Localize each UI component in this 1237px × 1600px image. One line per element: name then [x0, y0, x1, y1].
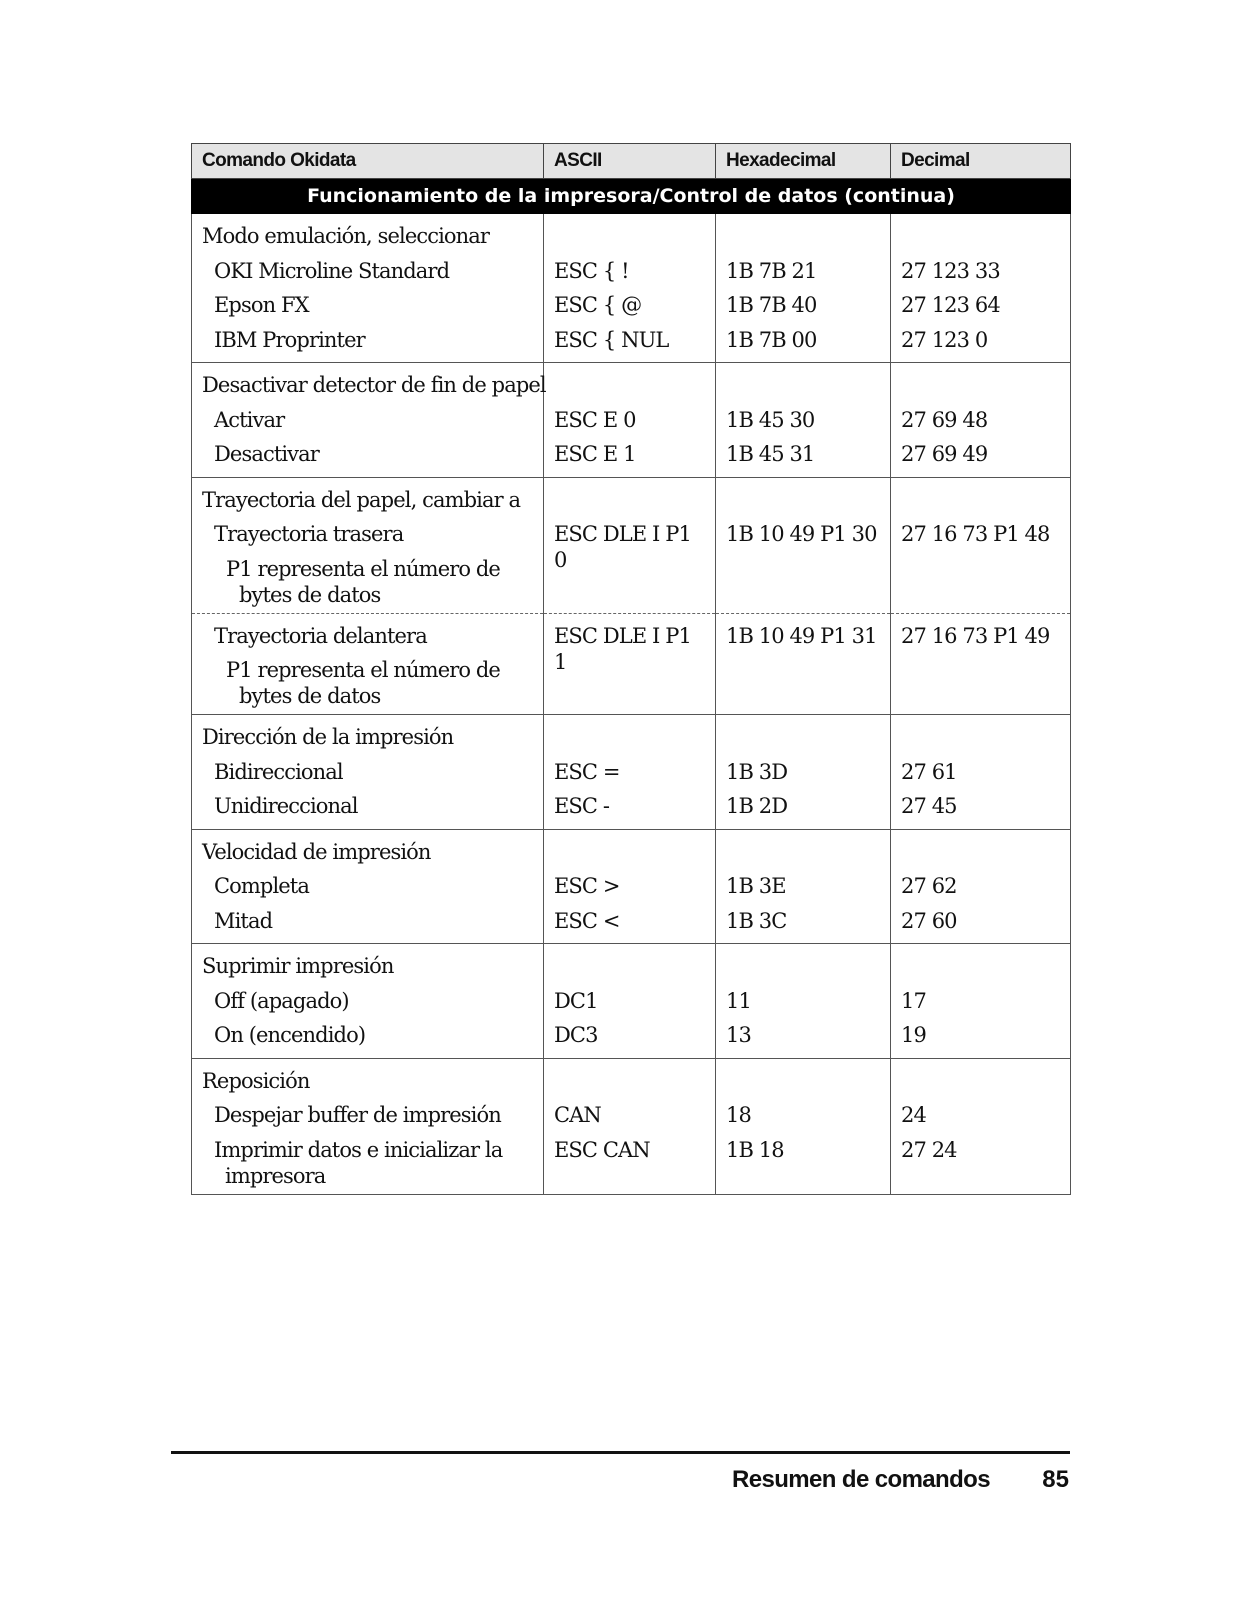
- page-number: 85: [1042, 1466, 1069, 1493]
- decimal-value: 27 61: [901, 759, 957, 784]
- decimal-value: 27 16 73 P1 49: [901, 623, 1050, 648]
- ascii-cell: [544, 613, 716, 715]
- command-cell: [192, 1058, 544, 1194]
- command-label: Trayectoria trasera: [214, 522, 404, 546]
- group-paper-out-sensor: [192, 363, 1071, 478]
- command-cell: [192, 214, 544, 363]
- note-line: bytes de datos: [239, 582, 381, 607]
- ascii-value: ESC { !: [554, 258, 629, 283]
- decimal-value: 27 123 33: [901, 258, 1000, 283]
- ascii-cell: [544, 1058, 716, 1194]
- note-line: P1 representa el número de: [226, 658, 500, 682]
- hex-value: 1B 7B 00: [726, 327, 817, 352]
- ascii-value: ESC DLE I P1 0: [554, 522, 691, 572]
- note-line: P1 representa el número de: [226, 556, 500, 581]
- ascii-cell: [544, 363, 716, 478]
- ascii-value: ESC { NUL: [554, 327, 669, 352]
- command-cell: [192, 477, 544, 613]
- group-reset: [192, 1058, 1071, 1194]
- command-label: Epson FX: [214, 293, 309, 317]
- hex-value: 11: [726, 988, 751, 1013]
- decimal-value: 19: [901, 1023, 926, 1047]
- hex-value: 1B 10 49 P1 30: [726, 522, 877, 546]
- hex-value: 1B 18: [726, 1137, 784, 1162]
- decimal-cell: [891, 363, 1071, 478]
- group-title: Modo emulación, seleccionar: [202, 224, 490, 248]
- decimal-value: 27 123 0: [901, 327, 988, 352]
- ascii-value: ESC { @: [554, 293, 642, 317]
- decimal-value: 27 123 64: [901, 293, 1000, 317]
- label-line: Imprimir datos e inicializar la: [214, 1137, 503, 1162]
- command-label: Trayectoria delantera: [214, 623, 427, 648]
- command-label: Completa: [214, 874, 309, 898]
- hex-value: 13: [726, 1023, 751, 1047]
- ascii-cell: [544, 477, 716, 613]
- group-title: Dirección de la impresión: [202, 725, 454, 749]
- decimal-cell: [891, 829, 1071, 944]
- command-cell: [192, 715, 544, 830]
- hex-value: 1B 2D: [726, 794, 788, 818]
- header-ascii: ASCII: [544, 144, 716, 179]
- header-decimal: Decimal: [891, 144, 1071, 179]
- group-title: Trayectoria del papel, cambiar a: [202, 487, 521, 512]
- decimal-value: 27 24: [901, 1137, 957, 1162]
- group-print-speed: [192, 829, 1071, 944]
- hex-value: 1B 7B 40: [726, 293, 817, 317]
- ascii-cell: [544, 715, 716, 830]
- decimal-cell: [891, 477, 1071, 613]
- decimal-cell: [891, 944, 1071, 1059]
- decimal-value: 27 16 73 P1 48: [901, 522, 1050, 546]
- hex-value: 1B 3C: [726, 908, 787, 933]
- footer-divider: [171, 1451, 1070, 1454]
- command-cell: [192, 944, 544, 1059]
- command-cell: [192, 613, 544, 715]
- decimal-value: 27 69 49: [901, 442, 988, 466]
- group-paper-path-rear: [192, 477, 1071, 613]
- hex-cell: [716, 944, 891, 1059]
- label-line: impresora: [225, 1163, 326, 1188]
- command-table: [191, 143, 1071, 1195]
- decimal-cell: [891, 715, 1071, 830]
- ascii-value: ESC E 0: [554, 407, 636, 432]
- group-title: Suprimir impresión: [202, 954, 394, 978]
- decimal-value: 24: [901, 1103, 926, 1127]
- footer-section-title: Resumen de comandos: [731, 1466, 990, 1493]
- hex-cell: [716, 363, 891, 478]
- group-title: Velocidad de impresión: [202, 839, 431, 864]
- hex-cell: [716, 829, 891, 944]
- command-label: OKI Microline Standard: [214, 258, 450, 283]
- group-paper-path-front: [192, 613, 1071, 715]
- ascii-cell: [544, 829, 716, 944]
- ascii-value: ESC =: [554, 759, 620, 784]
- hex-value: 1B 3E: [726, 874, 786, 898]
- hex-value: 1B 3D: [726, 759, 788, 784]
- decimal-cell: [891, 1058, 1071, 1194]
- command-label: [202, 1137, 533, 1189]
- section-band-row: [192, 179, 1071, 214]
- header-hexadecimal: Hexadecimal: [716, 144, 891, 179]
- command-label: Unidireccional: [214, 794, 358, 818]
- hex-value: 18: [726, 1103, 751, 1127]
- decimal-value: 27 45: [901, 794, 957, 818]
- group-title: Reposición: [202, 1068, 310, 1093]
- decimal-value: 17: [901, 988, 926, 1013]
- command-label: Off (apagado): [214, 988, 349, 1013]
- command-label: Bidireccional: [214, 759, 343, 784]
- header-row: [192, 144, 1071, 179]
- ascii-value: DC1: [554, 988, 598, 1013]
- group-print-direction: [192, 715, 1071, 830]
- section-title: Funcionamiento de la impresora/Control de datos (continua): [192, 179, 1071, 214]
- ascii-value: ESC CAN: [554, 1137, 650, 1162]
- hex-value: 1B 10 49 P1 31: [726, 623, 877, 648]
- decimal-value: 27 62: [901, 874, 957, 898]
- decimal-cell: [891, 613, 1071, 715]
- command-label: Desactivar: [214, 442, 319, 466]
- command-cell: [192, 829, 544, 944]
- command-note: [202, 657, 533, 709]
- ascii-cell: [544, 944, 716, 1059]
- command-label: IBM Proprinter: [214, 327, 365, 352]
- header-okidata-command: Comando Okidata: [192, 144, 544, 179]
- hex-cell: [716, 715, 891, 830]
- hex-value: 1B 45 31: [726, 442, 815, 466]
- ascii-value: ESC DLE I P1 1: [554, 623, 691, 674]
- hex-cell: [716, 214, 891, 363]
- command-cell: [192, 363, 544, 478]
- decimal-cell: [891, 214, 1071, 363]
- command-label: Despejar buffer de impresión: [214, 1103, 501, 1127]
- ascii-value: ESC <: [554, 908, 620, 933]
- ascii-value: CAN: [554, 1103, 601, 1127]
- hex-cell: [716, 613, 891, 715]
- hex-cell: [716, 1058, 891, 1194]
- group-title: Desactivar detector de fin de papel: [202, 373, 546, 397]
- command-note: [202, 556, 533, 608]
- ascii-value: DC3: [554, 1023, 598, 1047]
- hex-value: 1B 7B 21: [726, 258, 817, 283]
- command-label: Activar: [214, 407, 285, 432]
- ascii-value: ESC -: [554, 794, 610, 818]
- command-label: Mitad: [214, 908, 273, 933]
- command-label: On (encendido): [214, 1023, 366, 1047]
- ascii-cell: [544, 214, 716, 363]
- group-emulation-mode: [192, 214, 1071, 363]
- ascii-value: ESC E 1: [554, 442, 636, 466]
- note-line: bytes de datos: [239, 684, 381, 708]
- ascii-value: ESC >: [554, 874, 620, 898]
- decimal-value: 27 69 48: [901, 407, 988, 432]
- hex-cell: [716, 477, 891, 613]
- hex-value: 1B 45 30: [726, 407, 815, 432]
- decimal-value: 27 60: [901, 908, 957, 933]
- group-suppress-print: [192, 944, 1071, 1059]
